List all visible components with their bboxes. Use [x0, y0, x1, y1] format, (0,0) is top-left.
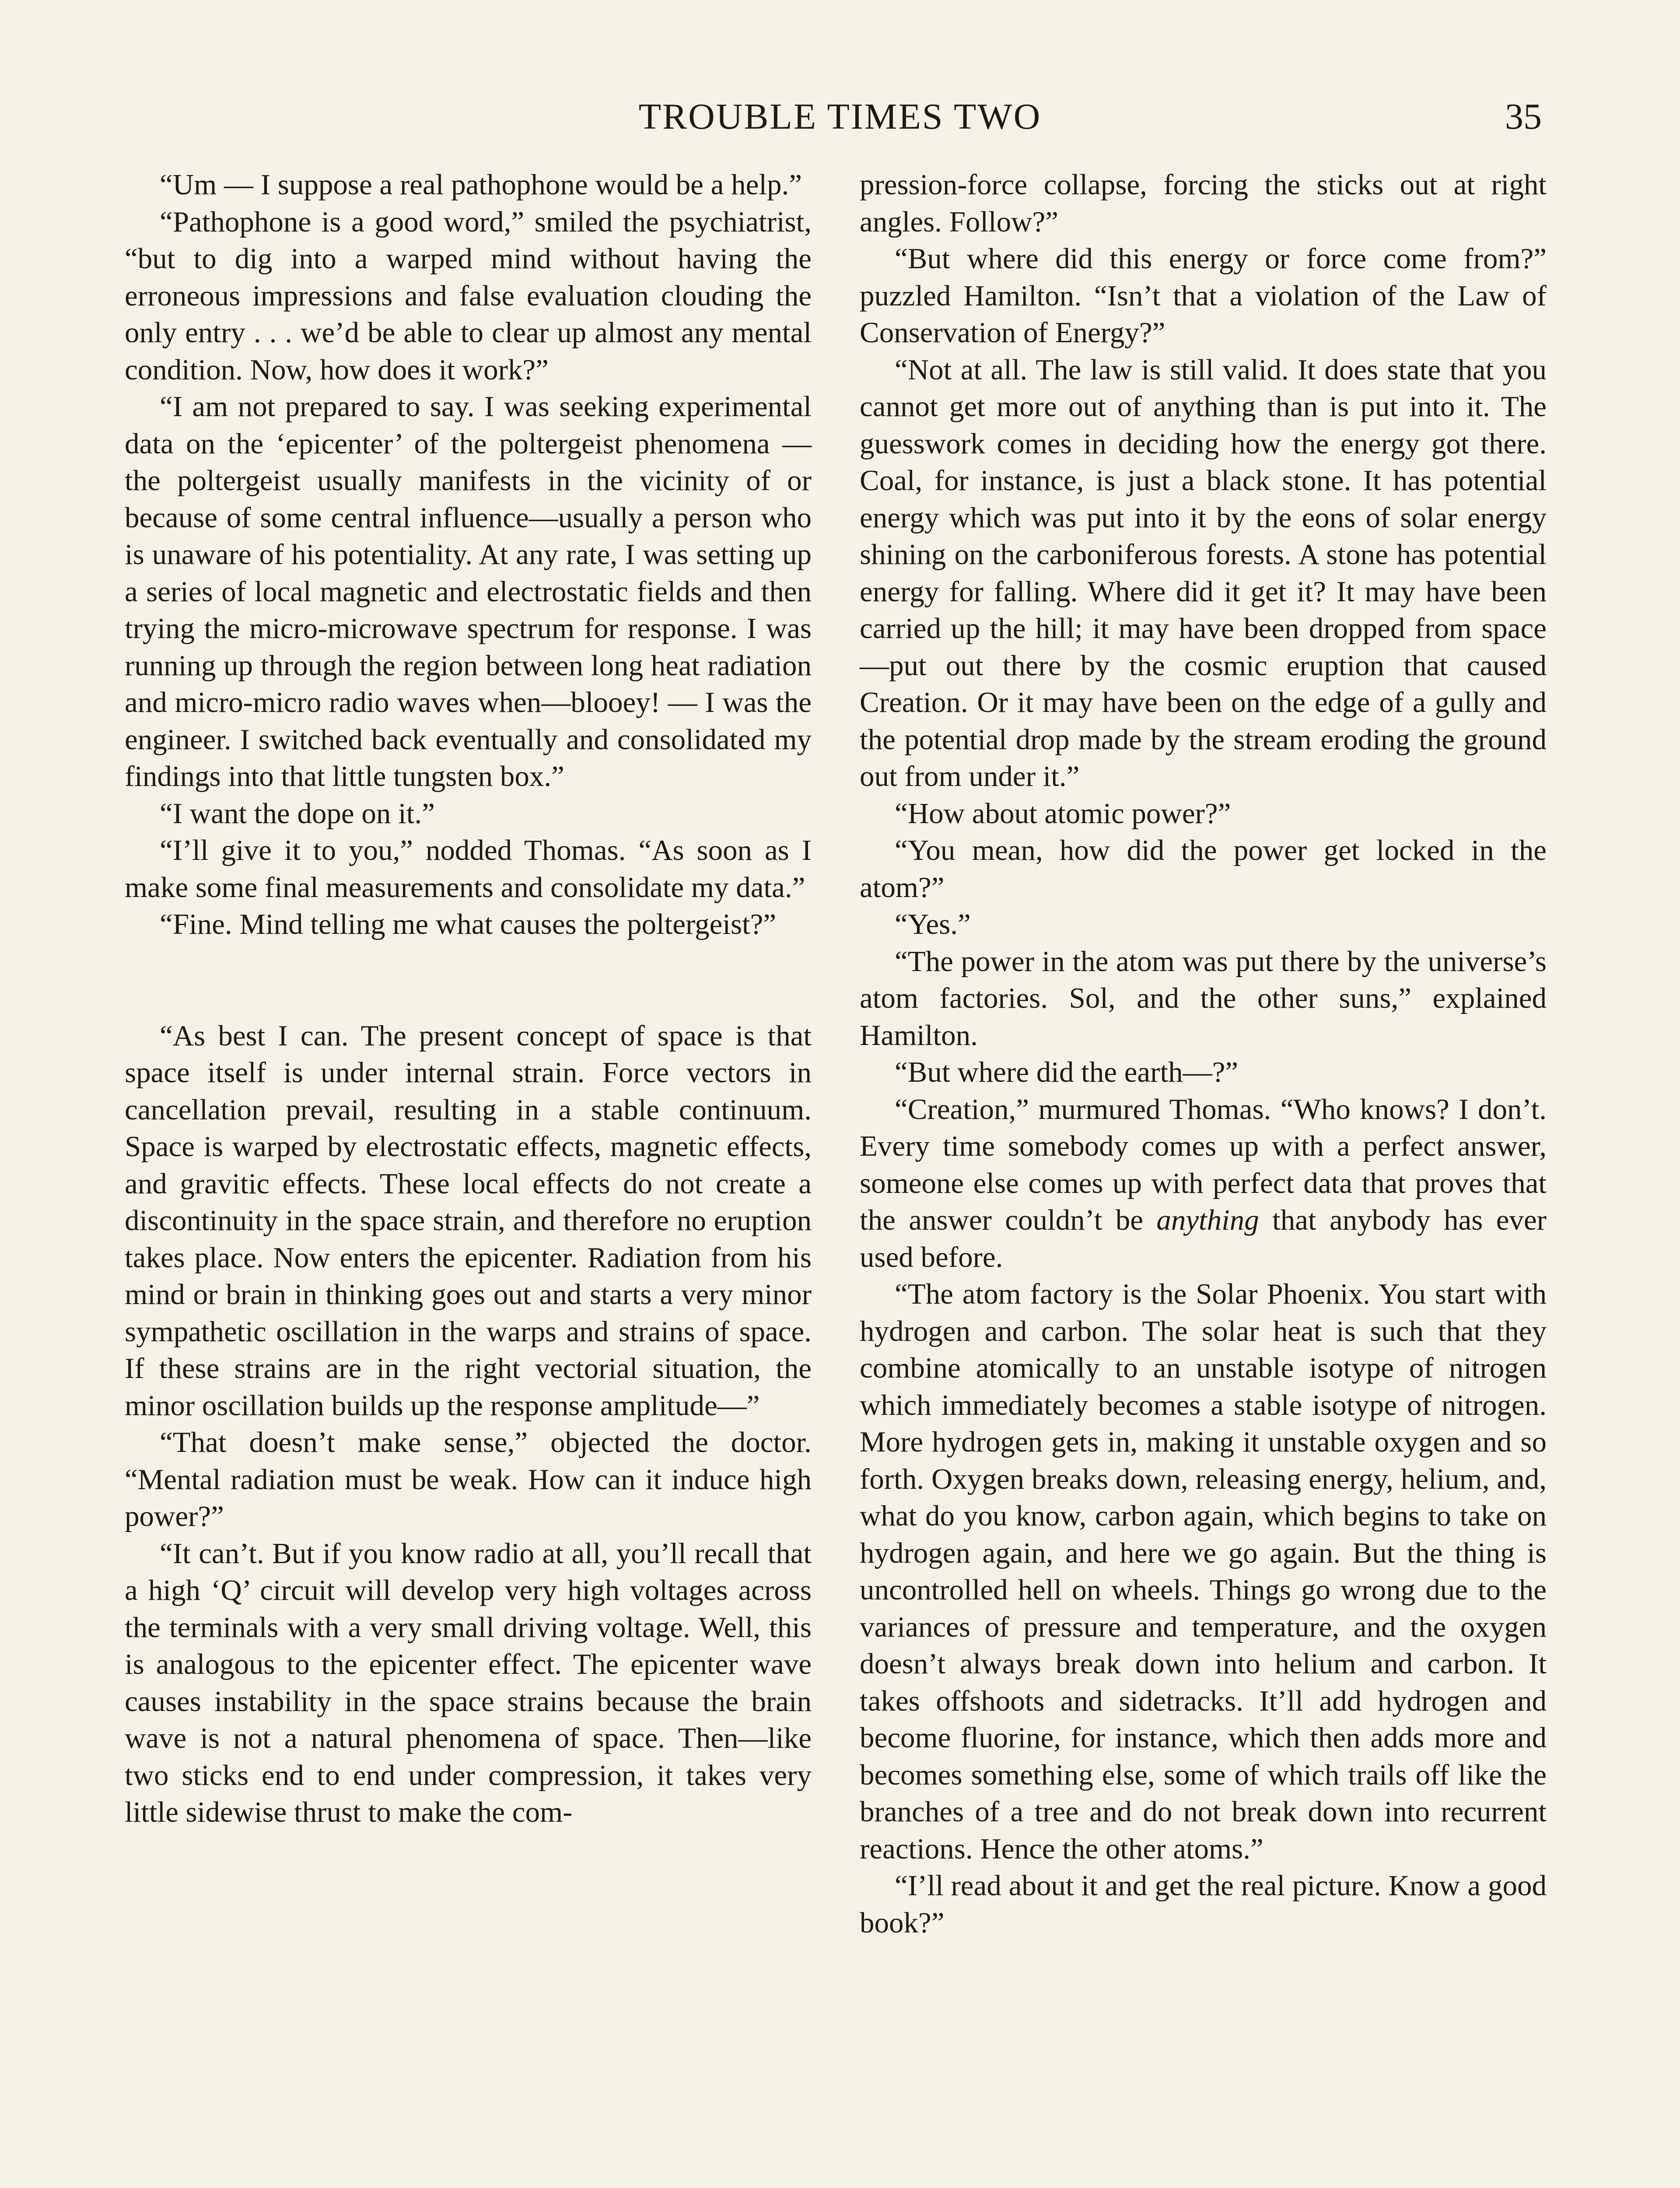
paragraph: “But where did this energy or force come from?” puzzled Hamilton. “Isn’t that a violation of the Law of Conservation of Energy?” [860, 242, 1547, 349]
paragraph: “The power in the atom was put there by the universe’s atom factories. Sol, and the other suns,” explained Hamilton. [860, 945, 1547, 1052]
paragraph: “It can’t. But if you know radio at all, you’ll recall that a high ‘Q’ circuit will develop very high voltages across the terminals with a very small driving voltage. Well, this is analogous to the epicenter effect. The epicenter wave causes instability in the space strains because the brain wave is not a natural phenomena of space. Then—like two sticks end to end under compression, it takes very little sidewise thrust to make the com- [125, 1537, 812, 1828]
paragraph: “The atom factory is the Solar Phoenix. You start with hydrogen and carbon. The solar heat is such that they combine atomically to an unstable isotype of nitrogen which immediately becomes a stable isotype of nitrogen. More hydrogen gets in, making it unstable oxygen and so forth. Oxygen breaks down, releasing energy, helium, and, what do you know, carbon again, which begins to take on hydrogen again, and here we go again. But the thing is uncontrolled hell on wheels. Things go wrong due to the variances of pressure and temperature, and the oxygen doesn’t always break down into helium and carbon. It takes offshoots and sidetracks. It’ll add hydrogen and become fluorine, for instance, which then adds more and becomes something else, some of which trails off like the branches of a tree and do not break down into recurrent reactions. Hence the other atoms.” [860, 1278, 1547, 1865]
paragraph: “I want the dope on it.” [160, 797, 435, 830]
paragraph: “As best I can. The present concept of space is that space itself is under internal strain. Force vectors in cancellation prevail, resulting in a stable continuum. Space is warped by electrostatic effects, magnetic effects, and gravitic effects. These local effects do not create a discontinuity in the space strain, and therefore no eruption takes place. Now enters the epicenter. Radiation from his mind or brain in thinking goes out and starts a very minor sympathetic oscillation in the warps and strains of space. If these strains are in the right vectorial situation, the minor oscillation builds up the response amplitude—” [125, 1019, 812, 1422]
left-column [125, 166, 812, 1831]
paragraph-continuation: pression-force collapse, forcing the sticks out at right angles. Follow?” [860, 168, 1547, 238]
right-column [860, 166, 1547, 1941]
paragraph: “Pathophone is a good word,” smiled the psychiatrist, “but to dig into a warped mind without having the erroneous impressions and false evaluation clouding the only entry . . . we’d be able to clear up almost any mental condition. Now, how does it work?” [125, 205, 812, 386]
paragraph: “I’ll give it to you,” nodded Thomas. “As soon as I make some final measurements and consolidate my data.” [125, 834, 812, 904]
emphasized-word: anything [1156, 1204, 1259, 1236]
paragraph [860, 1091, 1547, 1276]
paragraph: “How about atomic power?” [895, 797, 1231, 830]
paragraph: “Not at all. The law is still valid. It does state that you cannot get more out of anything than is put into it. The guesswork comes in deciding how the energy got there. Coal, for instance, is just a black stone. It has potential energy which was put into it by the eons of solar energy shining on the carboniferous forests. A stone has potential energy for falling. Where did it get it? It may have been carried up the hill; it may have been dropped from space—put out there by the cosmic eruption that caused Creation. Or it may have been on the edge of a gully and the potential drop made by the stream eroding the ground out from under it.” [860, 353, 1547, 792]
text-run: “Creation,” murmured Thomas. “Who knows? I don’t. Every time somebody comes up with a perfect answer, someone else comes up with perfect data that proves that the answer couldn’t be [860, 1093, 1547, 1236]
paragraph: “Yes.” [895, 908, 971, 940]
paragraph: “But where did the earth—?” [895, 1056, 1239, 1088]
paragraph: “That doesn’t make sense,” objected the doctor. “Mental radiation must be weak. How can it induce high power?” [125, 1426, 812, 1532]
paragraph: “You mean, how did the power get locked in the atom?” [860, 834, 1547, 904]
paragraph: “I am not prepared to say. I was seeking experimental data on the ‘epicenter’ of the poltergeist phenomena — the poltergeist usually manifests in the vicinity of or because of some central influence—usually a person who is unaware of his potentiality. At any rate, I was setting up a series of local magnetic and electrostatic fields and then trying the micro-microwave spectrum for response. I was running up through the region between long heat radiation and micro-micro radio waves when—blooey! — I was the engineer. I switched back eventually and consolidated my findings into that little tungsten box.” [125, 390, 812, 792]
page-number: 35 [1505, 96, 1542, 137]
paragraph: “Um — I suppose a real pathophone would be a help.” [160, 168, 802, 201]
paragraph: “Fine. Mind telling me what causes the poltergeist?” [160, 908, 777, 940]
paragraph: “I’ll read about it and get the real picture. Know a good book?” [860, 1869, 1547, 1939]
running-title: TROUBLE TIMES TWO [638, 96, 1042, 137]
text-run: that anybody has ever used before. [860, 1204, 1547, 1273]
